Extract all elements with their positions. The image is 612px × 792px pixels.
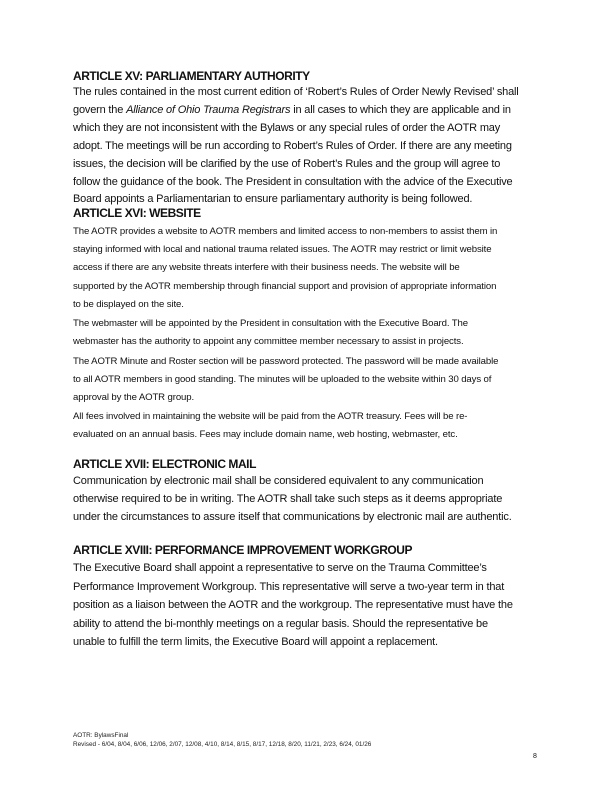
body-line: follow the guidance of the book. The President in consultation with the advice of the Executive — [73, 176, 513, 188]
body-line: access if there are any website threats interfere with their business needs. The website will be — [73, 262, 460, 273]
body-line: issues, the decision will be clarified by the use of Robert’s Rules and the group will agree to — [73, 158, 501, 170]
body-line: The rules contained in the most current edition of ‘Robert’s Rules of Order Newly Revised’ shall — [73, 86, 519, 98]
footer-doc-name: AOTR: BylawsFinal — [73, 732, 129, 739]
article-heading: ARTICLE XVI: WEBSITE — [73, 206, 201, 220]
body-line: ability to attend the bi-monthly meetings on a regular basis. Should the representative be — [73, 618, 488, 630]
article-heading: ARTICLE XV: PARLIAMENTARY AUTHORITY — [73, 69, 310, 83]
page-number: 8 — [533, 753, 537, 760]
body-line: The AOTR Minute and Roster section will be password protected. The password will be made available — [73, 356, 499, 367]
body-line: The AOTR provides a website to AOTR members and limited access to non-members to assist them in — [73, 226, 498, 237]
body-line — [73, 104, 511, 116]
body-line: under the circumstances to assure itself that communications by electronic mail are authentic. — [73, 511, 512, 523]
body-line: to be displayed on the site. — [73, 299, 184, 310]
body-line: to all AOTR members in good standing. The minutes will be uploaded to the website within 30 days of — [73, 374, 492, 385]
body-line: Performance Improvement Workgroup. This representative will serve a two-year term in that — [73, 581, 505, 593]
body-line: unable to fulfill the term limits, the Executive Board will appoint a replacement. — [73, 636, 438, 648]
footer-revision-history: Revised - 6/04, 8/04, 6/06, 12/06, 2/07, 12/08, 4/10, 8/14, 8/15, 8/17, 12/18, 8/20, 11/21, 2/23, 6/24, 01/26 — [73, 741, 372, 748]
body-line: supported by the AOTR membership through financial support and provision of appropriate information — [73, 281, 497, 292]
article-heading: ARTICLE XVIII: PERFORMANCE IMPROVEMENT WORKGROUP — [73, 543, 413, 557]
article-heading: ARTICLE XVII: ELECTRONIC MAIL — [73, 457, 256, 471]
body-line: which they are not inconsistent with the Bylaws or any special rules of order the AOTR may — [73, 122, 501, 134]
body-line: evaluated on an annual basis. Fees may include domain name, web hosting, webmaster, etc. — [73, 429, 458, 440]
body-line: Communication by electronic mail shall be considered equivalent to any communication — [73, 475, 484, 487]
body-line: The Executive Board shall appoint a representative to serve on the Trauma Committee’s — [73, 562, 487, 574]
organization-name-italic: Alliance of Ohio Trauma Registrars — [126, 104, 291, 116]
body-line: The webmaster will be appointed by the President in consultation with the Executive Board. The — [73, 318, 468, 329]
text-span: govern the — [73, 104, 127, 116]
body-line: otherwise required to be in writing. The AOTR shall take such steps as it deems appropriate — [73, 493, 503, 505]
body-line: staying informed with local and national trauma related issues. The AOTR may restrict or limit website — [73, 244, 492, 255]
text-span: in all cases to which they are applicable and in — [290, 104, 511, 116]
body-line: position as a liaison between the AOTR and the workgroup. The representative must have the — [73, 599, 513, 611]
body-line: Board appoints a Parliamentarian to ensure parliamentary authority is being followed. — [73, 193, 473, 205]
body-line: approval by the AOTR group. — [73, 392, 195, 403]
body-line: All fees involved in maintaining the website will be paid from the AOTR treasury. Fees will be re- — [73, 411, 468, 422]
body-line: adopt. The meetings will be run according to Robert’s Rules of Order. If there are any meeting — [73, 140, 512, 152]
body-line: webmaster has the authority to appoint any committee member necessary to assist in projects. — [73, 336, 464, 347]
